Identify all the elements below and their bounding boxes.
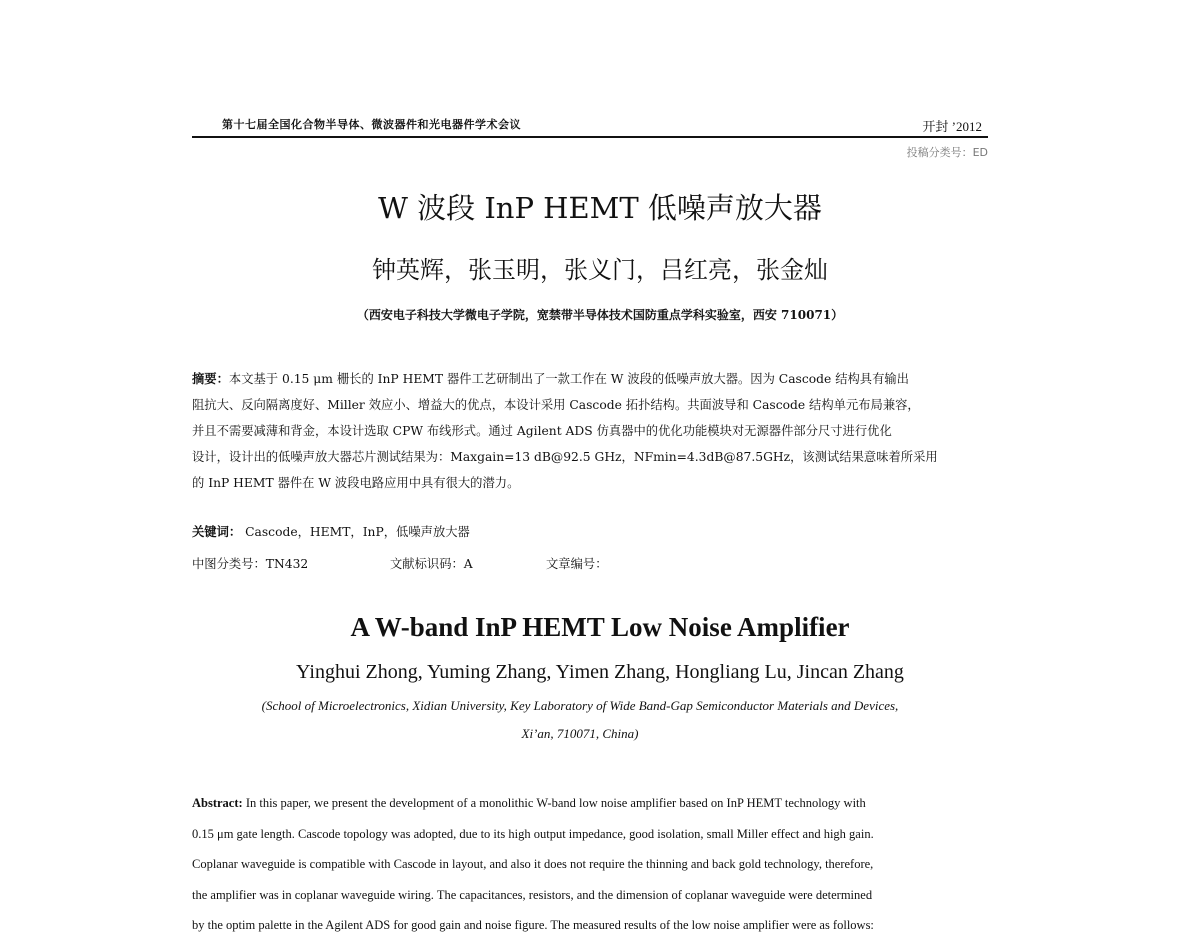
abstract-chinese-line: 设计，设计出的低噪声放大器芯片测试结果为：Maxgain=13 dB@92.5 GHz，NFmin=4.3dB@87.5GHz，该测试结果意味着所采用 — [192, 450, 938, 464]
abstract-chinese — [192, 366, 1012, 496]
abstract-english-text: In this paper, we present the development of a monolithic W-band low noise amplifier based on InP HEMT technology with — [245, 796, 866, 810]
abstract-english-line: Coplanar waveguide is compatible with Cascode in layout, and also it does not require the thinning and back gold technology, therefore, — [192, 857, 874, 871]
abstract-chinese-line: 并且不需要减薄和背金，本设计选取 CPW 布线形式。通过 Agilent ADS 仿真器中的优化功能模块对无源器件部分尺寸进行优化 — [192, 424, 892, 438]
abstract-label-chinese: 摘要： — [192, 371, 229, 386]
abstract-chinese-line — [192, 366, 1012, 392]
document-code-label: 文献标识码： — [390, 557, 464, 571]
abstract-chinese-text: 本文基于 0.15 μm 栅长的 InP HEMT 器件工艺研制出了一款工作在 W 波段的低噪声放大器。因为 Cascode 结构具有输出 — [228, 372, 909, 386]
affiliation-english — [0, 698, 1160, 742]
clc-value: TN432 — [265, 557, 309, 571]
abstract-english — [192, 788, 1022, 941]
affiliation-english-line: (School of Microelectronics, Xidian University, Key Laboratory of Wide Band-Gap Semiconductor Materials and Devices, — [261, 698, 899, 713]
keywords-chinese — [192, 522, 470, 540]
abstract-english-line: by the optim palette in the Agilent ADS for good gain and noise figure. The measured results of the low noise amplifier were as follows: — [192, 918, 874, 932]
keywords-label: 关键词： — [192, 524, 242, 539]
affiliation-english-line: Xi’an, 710071, China) — [521, 726, 639, 741]
document-code-value: A — [463, 557, 473, 571]
conference-name: 第十七届全国化合物半导体、微波器件和光电器件学术会议 — [222, 118, 521, 131]
clc-number — [192, 554, 390, 572]
keywords-value: Cascode，HEMT，InP，低噪声放大器 — [245, 525, 470, 539]
abstract-english-line: 0.15 μm gate length. Cascode topology was adopted, due to its high output impedance, good isolation, small Miller effect and high gain. — [192, 826, 874, 841]
article-number-label: 文章编号： — [546, 557, 608, 571]
abstract-english-line: the amplifier was in coplanar waveguide wiring. The capacitances, resistors, and the dimension of coplanar waveguide were determined — [192, 887, 873, 902]
conference-venue-year: 开封 ’2012 — [922, 119, 982, 134]
title-chinese: W 波段 InP HEMT 低噪声放大器 — [378, 191, 822, 225]
running-header — [192, 116, 988, 138]
clc-label: 中图分类号： — [192, 557, 266, 571]
authors-chinese: 钟英辉，张玉明，张义门，吕红亮，张金灿 — [372, 256, 828, 284]
authors-english: Yinghui Zhong, Yuming Zhang, Yimen Zhang, Hongliang Lu, Jincan Zhang — [296, 661, 904, 683]
submission-category: 投稿分类号：ED — [906, 146, 988, 159]
abstract-label-english: Abstract: — [192, 796, 243, 810]
article-number — [546, 554, 608, 572]
abstract-chinese-line: 的 InP HEMT 器件在 W 波段电路应用中具有很大的潜力。 — [192, 476, 520, 490]
classification-line — [192, 554, 608, 572]
title-english: A W-band InP HEMT Low Noise Amplifier — [350, 612, 850, 642]
affiliation-chinese: （西安电子科技大学微电子学院，宽禁带半导体技术国防重点学科实验室，西安 710071） — [356, 308, 844, 322]
abstract-english-line — [192, 788, 1022, 819]
document-code — [390, 554, 546, 572]
abstract-chinese-line: 阻抗大、反向隔离度好、Miller 效应小、增益大的优点，本设计采用 Cascode 拓扑结构。共面波导和 Cascode 结构单元布局兼容， — [192, 398, 920, 412]
